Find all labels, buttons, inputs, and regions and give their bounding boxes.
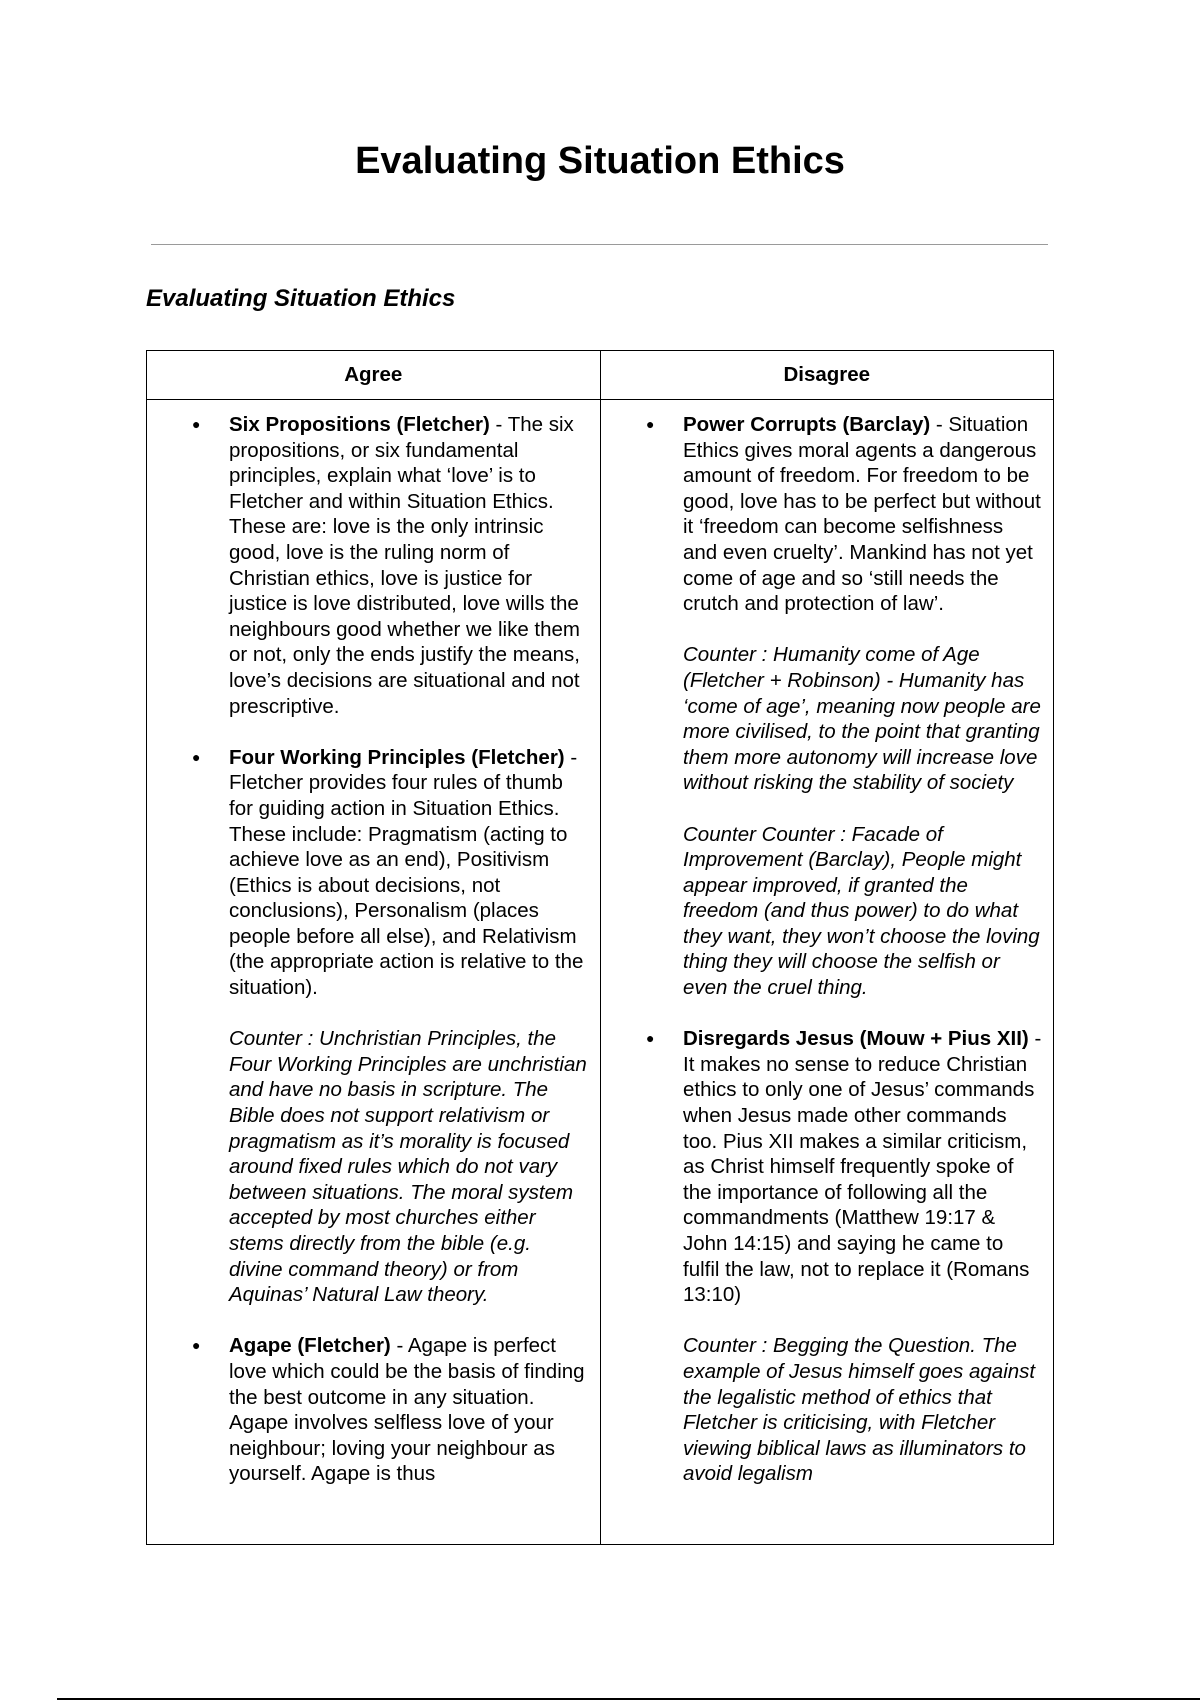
list-item [601, 412, 1043, 1001]
list-item [147, 745, 590, 1308]
section-heading: Evaluating Situation Ethics [146, 285, 456, 312]
counter-paragraph: Counter : Unchristian Principles, the Four Working Principles are unchristian and have no basis in scripture. The Bible does not support relativism or pragmatism as it’s morality is focused around fixed rules which do not vary between situations. The moral system accepted by most churches either stems directly from the bible (e.g. divine command theory) or from Aquinas’ Natural Law theory. [229, 1027, 587, 1307]
point-body: - It makes no sense to reduce Christian ethics to only one of Jesus’ commands when Jesus made other commands too. Pius XII makes a similar criticism, as Christ himself frequently spoke of the importance of following all the commandments (Matthew 19:17 & John 14:15) and saying he came to fulfil the law, not to replace it (Romans 13:10) [683, 1027, 1042, 1307]
disagree-list [601, 400, 1053, 1487]
table-body-row [147, 400, 1053, 1544]
counter-paragraph: Counter : Humanity come of Age (Fletcher + Robinson) - Humanity has ‘come of age’, meaning now people are more civilised, to the point that granting them more autonomy will increase love without risking the stability of society [683, 643, 1041, 795]
point-paragraph [683, 1026, 1043, 1308]
bullet-icon: ● [192, 416, 201, 432]
bullet-icon: ● [646, 1030, 655, 1047]
list-item [147, 1333, 590, 1487]
point-heading: Power Corrupts (Barclay) [683, 413, 931, 436]
agree-column-header: Agree [344, 363, 403, 386]
counter-paragraph: Counter : Begging the Question. The example of Jesus himself goes against the legalistic method of ethics that Fletcher is criticising, with Fletcher viewing biblical laws as illuminators to avoid legalism [683, 1334, 1036, 1486]
counter-counter-paragraph: Counter Counter : Facade of Improvement (Barclay), People might appear improved, if granted the freedom (and thus power) to do what they want, they won’t choose the loving thing they will choose the selfish or even the cruel thing. [683, 822, 1040, 1000]
title-divider [151, 244, 1048, 245]
list-item [147, 412, 590, 719]
point-paragraph [229, 745, 590, 1001]
disagree-column-header: Disagree [600, 351, 1054, 399]
agree-list [147, 400, 600, 1487]
bullet-icon: ● [646, 416, 655, 432]
disagree-column [600, 400, 1053, 1544]
point-body: - The six propositions, or six fundamental principles, explain what ‘love’ is to Fletcher and within Situation Ethics. These are: love is the only intrinsic good, love is the ruling norm of Christian ethics, love is justice for justice is love distributed, love wills the neighbours good whether we like them or not, only the ends justify the means, love’s decisions are situational and not prescriptive. [229, 413, 580, 718]
point-heading: Six Propositions (Fletcher) [229, 413, 490, 436]
point-body: - Agape is perfect love which could be the basis of finding the best outcome in any situation. Agape involves selfless love of your neighbour; loving your neighbour as yourself. Agape is thus [229, 1334, 585, 1486]
point-paragraph [683, 412, 1043, 617]
point-heading: Four Working Principles (Fletcher) [229, 745, 565, 769]
page-title: Evaluating Situation Ethics [355, 140, 845, 182]
point-paragraph [229, 1333, 590, 1487]
agree-column [147, 400, 600, 1544]
point-heading: Disregards Jesus (Mouw + Pius XII) [683, 1027, 1029, 1051]
table-header-row [147, 351, 1053, 400]
point-body: - Situation Ethics gives moral agents a dangerous amount of freedom. For freedom to be good, love has to be perfect but without it ‘freedom can become selfishness and even cruelty’. Mankind has not yet come of age and so ‘still needs the crutch and protection of law’. [683, 413, 1041, 616]
bullet-icon: ● [192, 748, 201, 765]
list-item [601, 1026, 1043, 1487]
point-body: - Fletcher provides four rules of thumb for guiding action in Situation Ethics. These include: Pragmatism (acting to achieve love as an end), Positivism (Ethics is about decisions, not conclusions), Personalism (places people before all else), and Relativism (the appropriate action is relative to the situation). [229, 745, 584, 1000]
evaluation-table [146, 350, 1054, 1545]
point-paragraph [229, 412, 590, 719]
point-heading: Agape (Fletcher) [229, 1334, 391, 1358]
bullet-icon: ● [192, 1337, 201, 1354]
